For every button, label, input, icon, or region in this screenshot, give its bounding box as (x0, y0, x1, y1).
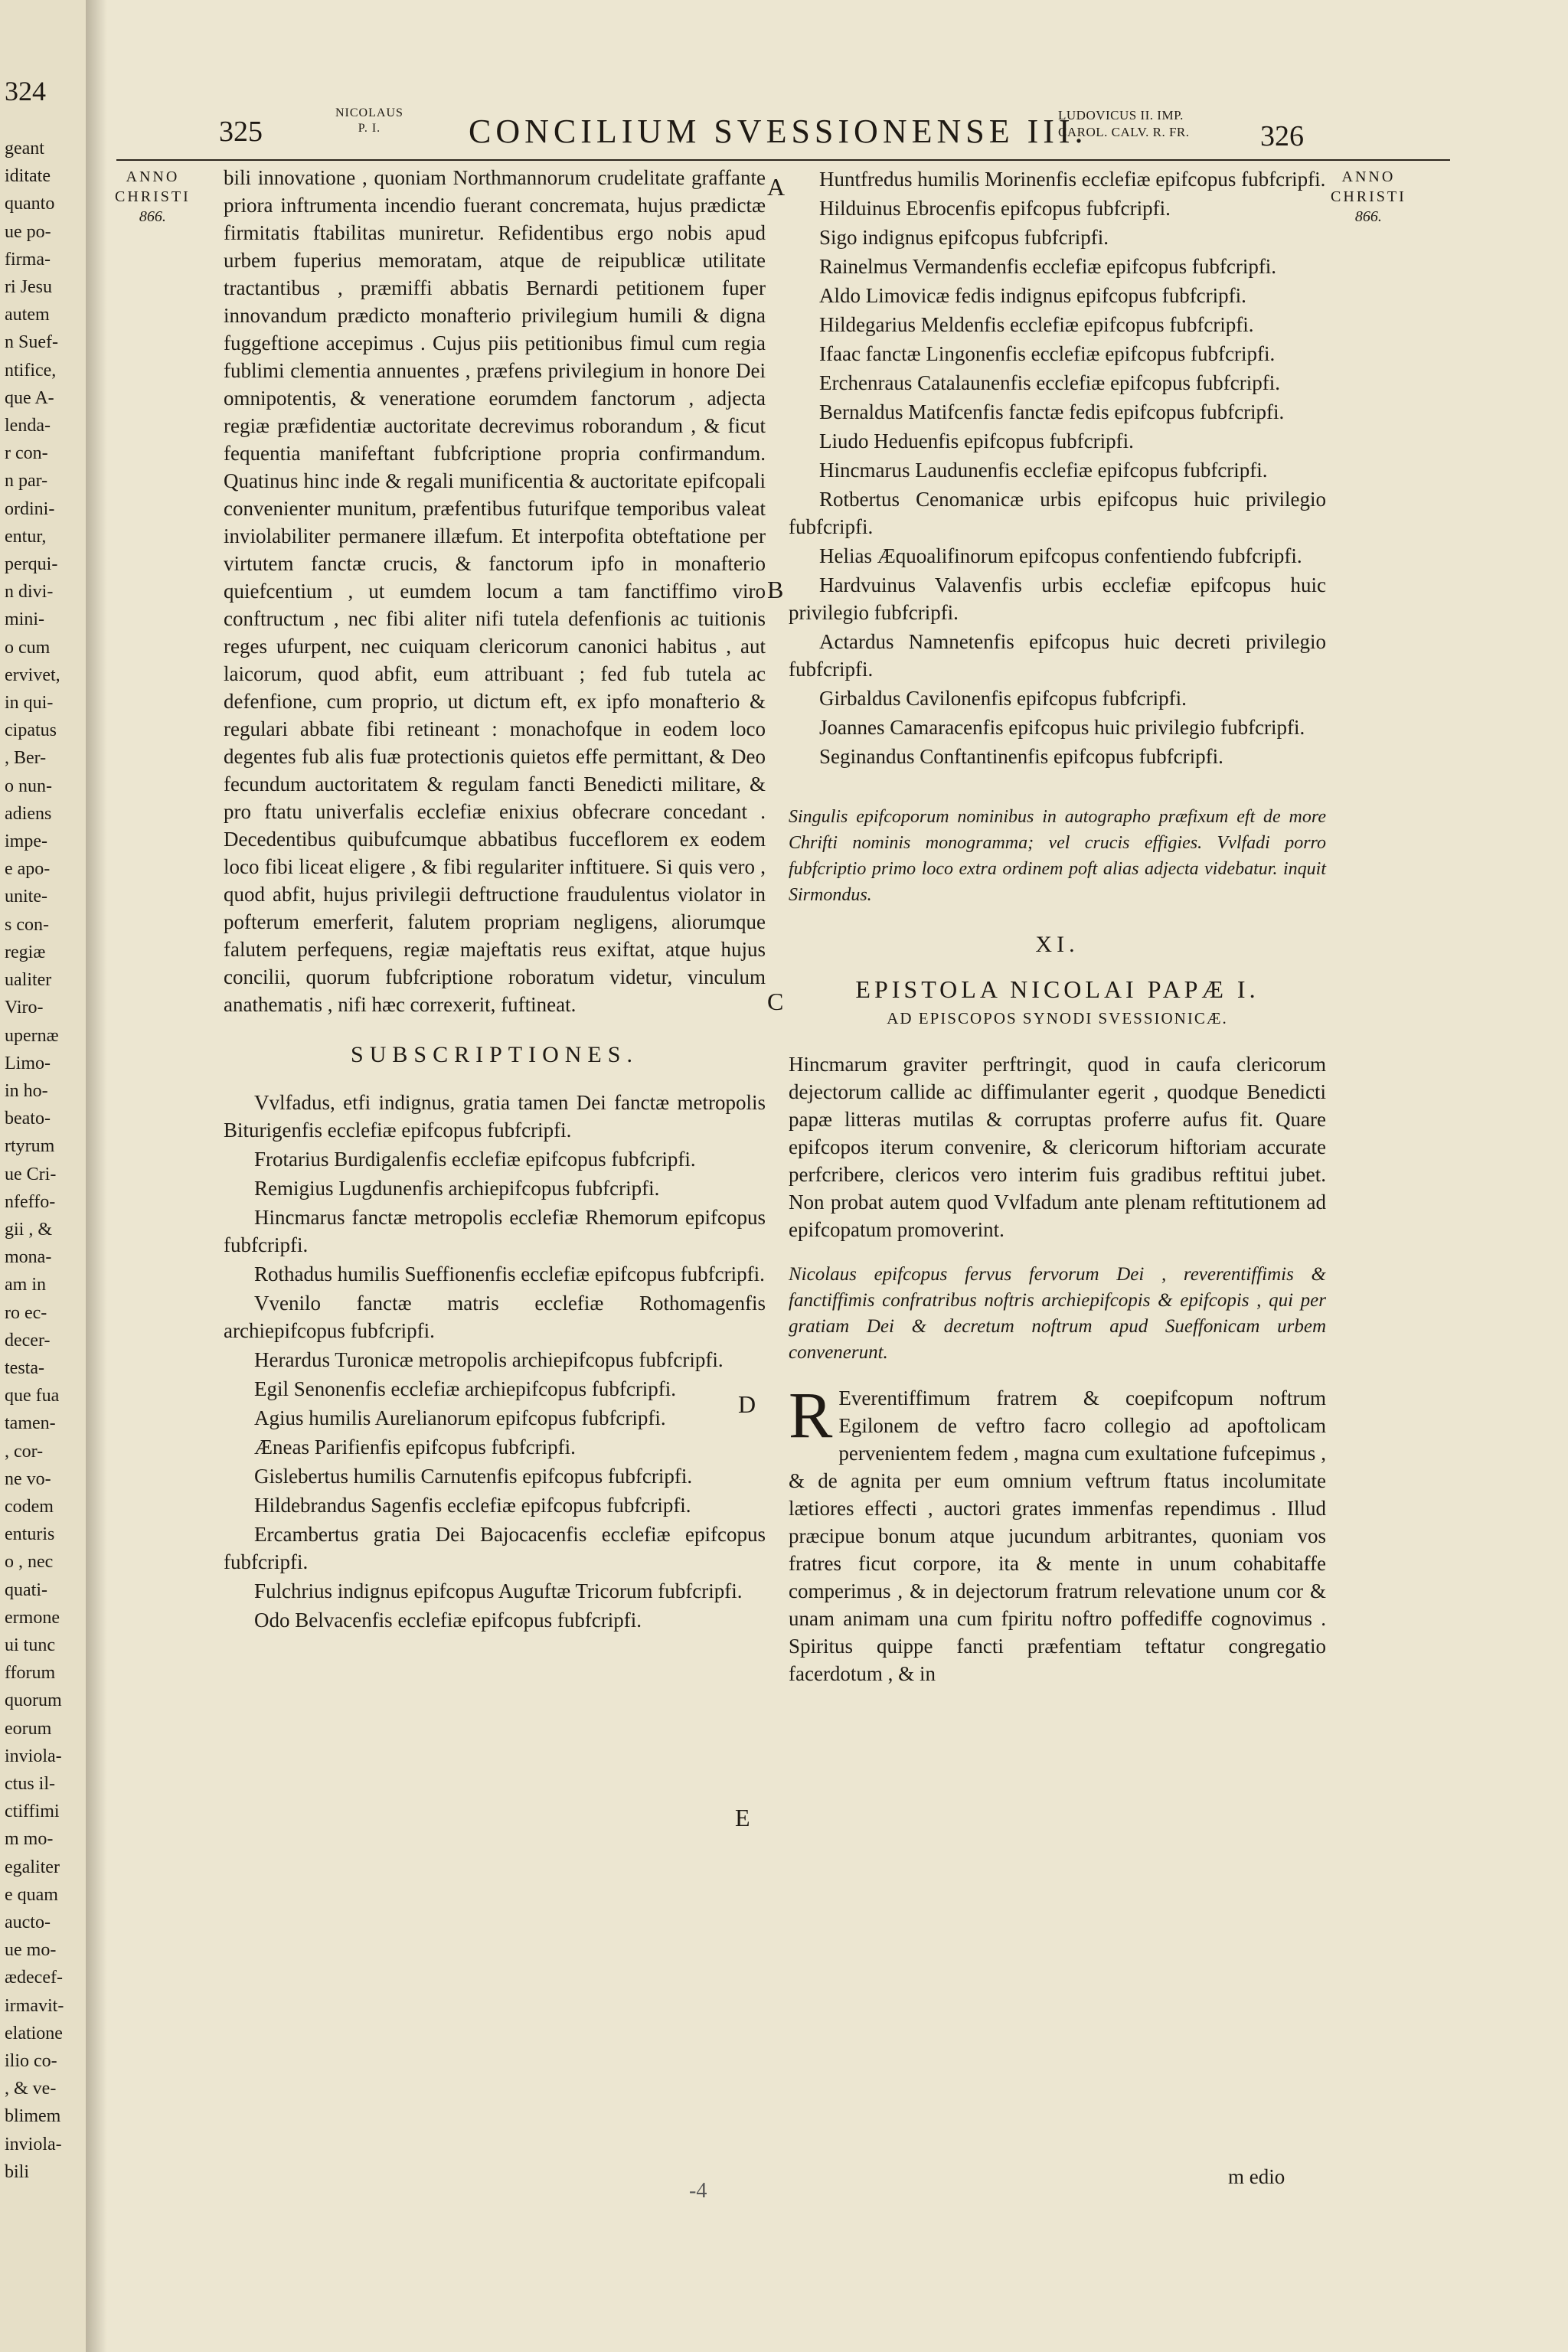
subscription-entry: Egil Senonenfis ecclefiæ archiepifcopus fubfcripfi. (254, 1377, 677, 1400)
fragment-line: quati- (5, 1579, 47, 1600)
fragment-line: beato- (5, 1109, 51, 1129)
text-line: NICOLAUS (335, 106, 403, 119)
fragment-line: am in (5, 1275, 46, 1295)
text-line: ANNO (126, 168, 180, 185)
subscription-entry: Hincmarus fanctæ metropolis ecclefiæ Rhemorum epifcopus fubfcripfi. (224, 1206, 766, 1256)
margin-letter-c: C (767, 988, 784, 1015)
fragment-line: bili (5, 2161, 30, 2182)
fragment-line: o , nec (5, 1552, 54, 1573)
adjacent-page-fragments (5, 135, 84, 2186)
subscription-entry: Remigius Lugdunenfis archiepifcopus fubfcripfi. (254, 1177, 660, 1200)
text-line: ANNO (1341, 168, 1396, 185)
fragment-line: tamen- (5, 1413, 56, 1434)
subscription-entry: Hildebrandus Sagenfis ecclefiæ epifcopus fubfcripfi. (254, 1494, 691, 1517)
running-head-left (335, 106, 403, 136)
fragment-line: r con- (5, 443, 48, 464)
fragment-line: elatione (5, 2023, 63, 2043)
text-line: CAROL. CALV. R. FR. (1058, 125, 1190, 139)
fragment-line: iditate (5, 166, 51, 187)
subscription-list-right (789, 165, 1326, 770)
fragment-line: geant (5, 139, 44, 158)
fragment-line: unite- (5, 887, 47, 907)
fragment-line: ue Cri- (5, 1164, 57, 1184)
text-line: CHRISTI (1331, 188, 1406, 205)
page-number-left: 325 (219, 116, 263, 148)
header-rule (116, 159, 1450, 161)
fragment-line: decer- (5, 1330, 51, 1351)
fragment-line: ui tunc (5, 1635, 55, 1655)
fragment-line: codem (5, 1496, 54, 1517)
margin-letter-d: D (738, 1390, 756, 1418)
margin-year-right (1331, 167, 1406, 227)
epistle-subtitle: AD EPISCOPOS SYNODI SVESSIONICÆ. (887, 1009, 1228, 1027)
subscription-entry: Liudo Heduenfis epifcopus fubfcripfi. (819, 430, 1134, 452)
subscription-entry: Hildegarius Meldenfis ecclefiæ epifcopus fubfcripfi. (819, 313, 1254, 336)
spine-shadow (86, 0, 107, 2352)
margin-letter-a: A (767, 173, 786, 201)
subscription-entry: Hardvuinus Valavenfis urbis ecclefiæ epifcopus huic privilegio fubfcripfi. (789, 573, 1326, 624)
fragment-line: auсto- (5, 1913, 51, 1932)
subscription-entry: Bernaldus Matifcenfis fanctæ fedis epifcopus fubfcripfi. (819, 400, 1285, 423)
adjacent-page-edge (0, 0, 87, 2352)
fragment-line: quorum (5, 1690, 62, 1711)
subscription-entry: Helias Æquoalifinorum epifcopus confentiendo fubfcripfi. (819, 544, 1302, 567)
epistle-body (789, 1378, 1326, 1687)
subscription-entry: Aldo Limovicæ fedis indignus epifcopus fubfcripfi. (819, 284, 1246, 307)
fragment-line: , & ve- (5, 2079, 57, 2099)
fragment-line: entur, (5, 526, 47, 547)
fragment-line: ualiter (5, 970, 52, 991)
fragment-line: ne vo- (5, 1468, 51, 1489)
fragment-line: e apo- (5, 859, 51, 880)
text-line: LUDOVICUS II. IMP. (1058, 108, 1184, 122)
fragment-line: regiæ (5, 942, 46, 962)
fragment-line: ctus il- (5, 1773, 55, 1794)
pencil-mark: -4 (689, 2179, 707, 2203)
text-line: P. I. (358, 122, 381, 135)
fragment-line: e quam (5, 1884, 58, 1905)
subscription-entry: Odo Belvacenfis ecclefiæ epifcopus fubfcripfi. (254, 1609, 642, 1632)
fragment-line: s con- (5, 914, 49, 935)
subscription-entry: Seginandus Conftantinenfis epifcopus fubfcripfi. (819, 745, 1223, 768)
fragment-line: irmavit- (5, 1995, 64, 2016)
subscription-list-left (224, 1089, 766, 1634)
subscription-entry: Joannes Camaracenfis epifcopus huic privilegio fubfcripfi. (819, 716, 1305, 739)
subscription-entry: Huntfredus humilis Morinenfis ecclefiæ epifcopus fubfcripfi. (819, 168, 1326, 191)
epistle-argument: Hincmarum graviter perftringit, quod in caufa clericorum dejectorum callide ac diffimulanter egerit , quodque Benedicti papæ litteras mutilas & corruptas proferre aufus fit. Quare epifcopos iterum convenire, & clericorum hiftoriam accurate perfcribere, clericos vero interim fuis gradibus reftitui jubet. Non probat autem quod Vvlfadum ante plenam reftitutionem ad epifcopatum promoverint. (789, 1053, 1326, 1241)
fragment-line: testa- (5, 1357, 44, 1378)
fragment-line: firma- (5, 249, 51, 270)
text-line: CHRISTI (115, 188, 191, 205)
margin-year-left (115, 167, 191, 227)
left-column (224, 164, 766, 1635)
margin-letter-e: E (735, 1804, 750, 1831)
fragment-line: ro ec- (5, 1302, 47, 1323)
fragment-line: que A- (5, 387, 54, 408)
subscription-entry: Agius humilis Aurelianorum epifcopus fubfcripfi. (254, 1406, 666, 1429)
fragment-line: ri Jesu (5, 277, 52, 298)
fragment-line: quanto (5, 194, 55, 214)
fragment-line: autem (5, 305, 50, 325)
anno-christi-label (1331, 167, 1406, 207)
section-number: XI. (1035, 932, 1080, 957)
subscription-entry: Girbaldus Cavilonenfis epifcopus fubfcripfi. (819, 687, 1187, 710)
drop-cap: R (789, 1378, 833, 1452)
fragment-line: ervivet, (5, 665, 60, 685)
fragment-line: que fua (5, 1386, 60, 1406)
subscription-entry: Rotbertus Cenomanicæ urbis epifcopus huic privilegio fubfcripfi. (789, 488, 1326, 538)
subscription-entry: Gislebertus humilis Carnutenfis epifcopus fubfcripfi. (254, 1465, 693, 1488)
fragment-line: m mo- (5, 1829, 54, 1850)
anno-christi-label (115, 167, 191, 207)
fragment-line: ordini- (5, 498, 55, 519)
subscription-entry: Ercambertus gratia Dei Bajocacenfis ecclefiæ epifcopus fubfcripfi. (224, 1523, 766, 1573)
fragment-line: Viro- (5, 998, 44, 1018)
running-head-right (1058, 107, 1190, 141)
fragment-line: o cum (5, 637, 51, 658)
page-title: CONCILIUM SVESSIONENSE III. (469, 113, 1088, 150)
subscription-entry: Vvlfadus, etfi indignus, gratia tamen Dei fanctæ metropolis Biturigenfis ecclefiæ epifcopus fubfcripfi. (224, 1091, 766, 1142)
fragment-line: enturis (5, 1524, 55, 1545)
fragment-line: perqui- (5, 554, 58, 575)
subscription-entry: Erchenraus Catalaunenfis ecclefiæ epifcopus fubfcripfi. (819, 371, 1280, 394)
subscription-entry: Sigo indignus epifcopus fubfcripfi. (819, 226, 1109, 249)
subscription-entry: Frotarius Burdigalenfis ecclefiæ epifcopus fubfcripfi. (254, 1148, 696, 1171)
margin-letter-b: B (767, 576, 784, 603)
fragment-line: , Ber- (5, 748, 47, 769)
subscription-entry: Ifaac fanctæ Lingonenfis ecclefiæ epifcopus fubfcripfi. (819, 342, 1276, 365)
fragment-line: ermone (5, 1607, 60, 1628)
fragment-line: mini- (5, 609, 44, 630)
fragment-line: fforum (5, 1663, 56, 1684)
fragment-line: nfeffo- (5, 1191, 56, 1212)
fragment-line: , cor- (5, 1441, 44, 1462)
fragment-line: in qui- (5, 693, 54, 714)
subscription-entry: Hilduinus Ebrocenfis epifcopus fubfcripfi. (819, 197, 1171, 220)
fragment-line: rtyrum (5, 1136, 55, 1157)
right-column (789, 164, 1326, 1687)
epistle-title: EPISTOLA NICOLAI PAPÆ I. (855, 975, 1259, 1003)
fragment-line: ilio co- (5, 2051, 57, 2072)
fragment-line: n divi- (5, 582, 54, 603)
privilege-text: bili innovatione , quoniam Northmannorum crudelitate graffante priora inftrumenta incendio fuerant concremata, hujus prædictæ firmitatis ftabilitas muniretur. Refidentibus ergo nobis apud urbem fuperius memoratam, atque de reipublicæ utilitate tractantibus , præmiffi abbatis Bernardi petitionem fuper innovandum prædicto monafterio privilegium humili & digna fuggeftione accepimus . Cujus piis petitionibus fimul cum regia fublimi clementia annuentes , præfens privilegium in honore Dei omnipotentis, & veneratione eorumdem fanctorum , adjecta regiæ præfidentiæ auctoritate decrevimus roborandum , & ficut fequentia manifeftant fubfcriptione propria confirmandum. Quatinus hinc inde & regali munificentia & auctoritate epifcopali convenienter munitum, præfentibus futurifque temporibus valeat inviolabiliter permanere illæfum. Et interpofita obteftatione per virtutem fanctæ crucis, & fanctorum ipfo in monafterio quiefcentium , ut eumdem locum a tam fanctiffimo viro conftructum , nec fibi aliter nifi tutela defenfionis ac tuitionis reges ufurpent, nec cuiquam clericorum canonici habitus , aut laicorum, quod abfit, eum attribuant ; fed fub tutela ac defenfione, cum proprio, ut dictum eft, ex ipfo monafterio & regulari abbate fibi retineant : monachofque in eodem loco degentes fub alis fuæ protectionis quietos effe permittant, & Deo fecundum auctoritatem & regulam fancti Benedicti militare, & pro ftatu univerfalis ecclefiæ enixius obfecrare concedant . Decedentibus quibufcumque abbatibus fucceflorem ex eodem loco fibi liceat eligere , & fibi regulariter inftituere. Si quis vero , quod abfit, hujus privilegii deftructione fraudulentus violator in pofterum emerferit, falutem propriam negligens, aliorumque falutem perfequens, regiæ majeftatis reus exiftat, atque hujus concilii, quorum fubfcriptione roboratum videtur, vinculum anathematis , nifi hæc correxerit, fuftineat. (224, 166, 766, 1016)
fragment-line: cipatus (5, 720, 57, 741)
fragment-line: ntifice, (5, 360, 57, 381)
epistle-text: Everentiffimum fratrem & coepifcopum noftrum Egilonem de veftro facro collegio ad apoftolicam pervenientem fedem , magna cum exultatione fufcepimus , & de agnita per eum omnium veftrum ftatus incolumitate lætiores effecti , auctori grates immenfas rependimus . Illud præcipue bonum atque jucundum arbitrantes, quoniam vos fratres ficut corpore, ita & mente in unum cohabitaffe comperimus , & in dejectorum fratrum relevatione unum cor & unam animam una cum fpiritu noftro poffediffe cognovimus . Spiritus quippe fancti præfentiam teftatur congregatio facerdotum , & in (789, 1387, 1326, 1685)
subscriptions-heading: SUBSCRIPTIONES. (351, 1042, 639, 1067)
fragment-line: gii , & (5, 1219, 53, 1240)
fragment-line: inviola- (5, 1746, 62, 1766)
fragment-line: inviola- (5, 2134, 62, 2154)
subscription-entry: Hincmarus Laudunenfis ecclefiæ epifcopus fubfcripfi. (819, 459, 1268, 482)
fragment-line: in ho- (5, 1080, 48, 1101)
fragment-line: impe- (5, 831, 47, 852)
fragment-line: lenda- (5, 416, 51, 436)
fragment-line: upernæ (5, 1025, 59, 1046)
subscription-entry: Actardus Namnetenfis epifcopus huic decreti privilegio fubfcripfi. (789, 630, 1326, 681)
subscription-entry: Vvenilo fanctæ matris ecclefiæ Rothomagenfis archiepifcopus fubfcripfi. (224, 1292, 766, 1342)
fragment-line: adiens (5, 803, 52, 824)
fragment-line: blimem (5, 2106, 61, 2127)
fragment-line: ædecef- (5, 1968, 63, 1988)
subscription-entry: Rainelmus Vermandenfis ecclefiæ epifcopus fubfcripfi. (819, 255, 1277, 278)
fragment-line: o nun- (5, 776, 52, 796)
page-number-right: 326 (1260, 120, 1304, 152)
subscription-entry: Herardus Turonicæ metropolis archiepifcopus fubfcripfi. (254, 1348, 724, 1371)
adjacent-page-number: 324 (5, 76, 46, 106)
fragment-line: n par- (5, 471, 48, 492)
fragment-line: Limo- (5, 1053, 51, 1073)
epistle-salutation: Nicolaus epifcopus fervus fervorum Dei , reverentiffimis & fanctiffimis confratribus noftris archiepifcopis & epifcopis , qui per gratiam Dei & decretum noftrum apud Sueffonicam urbem convenerunt. (789, 1264, 1326, 1363)
subscription-entry: Rothadus humilis Sueffionenfis ecclefiæ epifcopus fubfcripfi. (254, 1263, 765, 1285)
subscription-entry: Fulchrius indignus epifcopus Auguftæ Tricorum fubfcripfi. (254, 1579, 743, 1602)
catchword: m edio (1228, 2165, 1285, 2188)
subscription-entry: Æneas Parifienfis epifcopus fubfcripfi. (254, 1436, 576, 1459)
fragment-line: mona- (5, 1247, 52, 1268)
fragment-line: egaliter (5, 1857, 60, 1877)
fragment-line: n Suef- (5, 332, 58, 353)
fragment-line: ue po- (5, 221, 51, 242)
fragment-line: ue mo- (5, 1940, 57, 1961)
year-label: 866. (1354, 208, 1382, 225)
editor-note: Singulis epifcoporum nominibus in autographo præfixum eft de more Chrifti nominis monogramma; vel crucis effigies. Vvlfadi porro fubfcriptio primo loco extra ordinem poft alias adjecta videbatur. inquit Sirmondus. (789, 807, 1326, 905)
fragment-line: ctiffimi (5, 1802, 60, 1822)
fragment-line: eorum (5, 1718, 52, 1739)
year-label: 866. (139, 208, 166, 225)
